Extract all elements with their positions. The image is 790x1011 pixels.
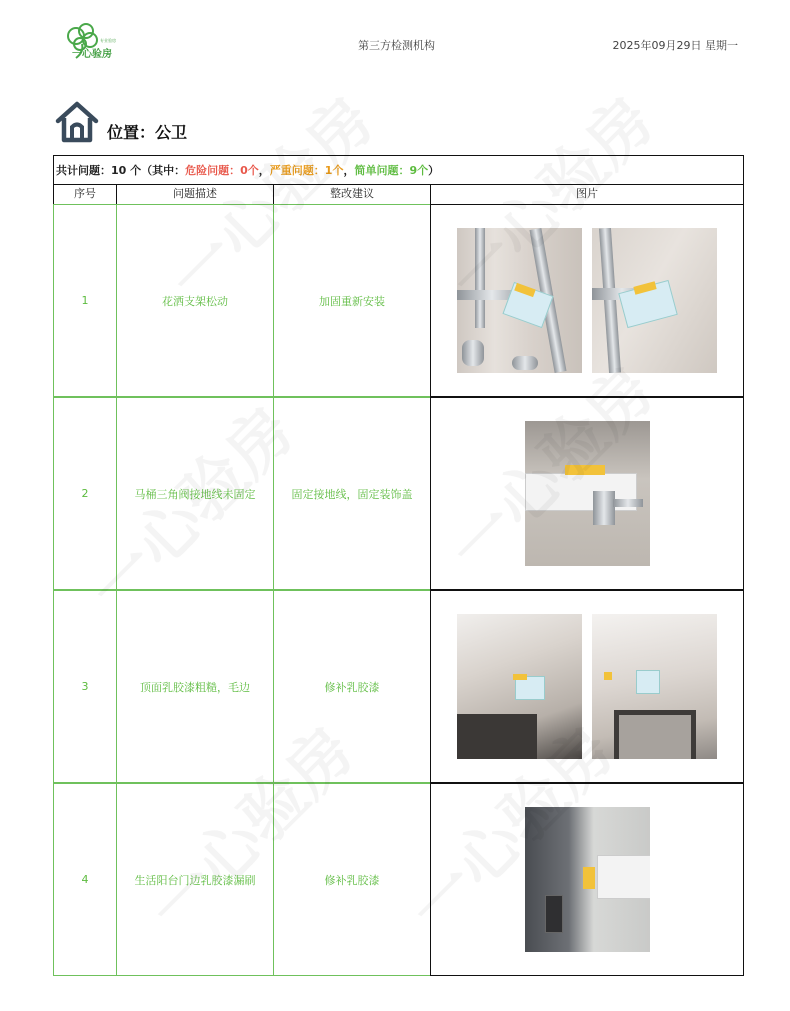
- photo-cell: [430, 590, 744, 783]
- door-frame-photo[interactable]: [525, 807, 650, 952]
- logo-text: 一心验房: [72, 49, 112, 60]
- shower-bracket-photo[interactable]: [457, 228, 582, 373]
- photo-cell: [430, 204, 744, 397]
- row-number: 3: [53, 590, 117, 783]
- report-date: 2025年09月29日 星期一: [612, 39, 738, 52]
- fix-suggestion: 固定接地线，固定装饰盖: [273, 397, 431, 590]
- page-header: [0, 0, 790, 80]
- issue-description: 花洒支架松动: [116, 204, 274, 397]
- issue-summary: [53, 155, 744, 185]
- column-header-description: 问题描述: [116, 184, 274, 205]
- table-row: [53, 590, 744, 783]
- angle-valve-photo[interactable]: [525, 421, 650, 566]
- danger-count: 危险问题：0个: [185, 164, 259, 177]
- issue-description: 生活阳台门边乳胶漆漏刷: [116, 783, 274, 976]
- summary-suffix: ）: [428, 164, 440, 177]
- fix-suggestion: 加固重新安装: [273, 204, 431, 397]
- fix-suggestion: 修补乳胶漆: [273, 783, 431, 976]
- row-number: 4: [53, 783, 117, 976]
- ceiling-edge-photo[interactable]: [592, 614, 717, 759]
- photo-cell: [430, 397, 744, 590]
- organization-label: 第三方检测机构: [358, 39, 435, 52]
- photo-cell: [430, 783, 744, 976]
- table-header: [53, 184, 744, 205]
- house-icon: [55, 100, 99, 144]
- logo-subtitle: 专业验房: [100, 38, 116, 43]
- table-row: [53, 397, 744, 590]
- column-header-suggestion: 整改建议: [273, 184, 431, 205]
- issue-description: 顶面乳胶漆粗糙，毛边: [116, 590, 274, 783]
- summary-prefix: 共计问题：10 个（其中：: [56, 164, 186, 177]
- table-row: [53, 204, 744, 397]
- simple-count: 简单问题：9个: [354, 164, 429, 177]
- issue-description: 马桶三角阀接地线未固定: [116, 397, 274, 590]
- serious-count: 严重问题：1个: [269, 164, 344, 177]
- table-row: [53, 783, 744, 976]
- column-header-photos: 图片: [430, 184, 744, 205]
- column-header-number: 序号: [53, 184, 117, 205]
- row-number: 1: [53, 204, 117, 397]
- shower-bracket-closeup-photo[interactable]: [592, 228, 717, 373]
- ceiling-paint-photo[interactable]: [457, 614, 582, 759]
- row-number: 2: [53, 397, 117, 590]
- fix-suggestion: 修补乳胶漆: [273, 590, 431, 783]
- summary-separator: ，: [343, 164, 355, 177]
- location-title: 位置：公卫: [107, 123, 188, 142]
- summary-separator: ，: [258, 164, 270, 177]
